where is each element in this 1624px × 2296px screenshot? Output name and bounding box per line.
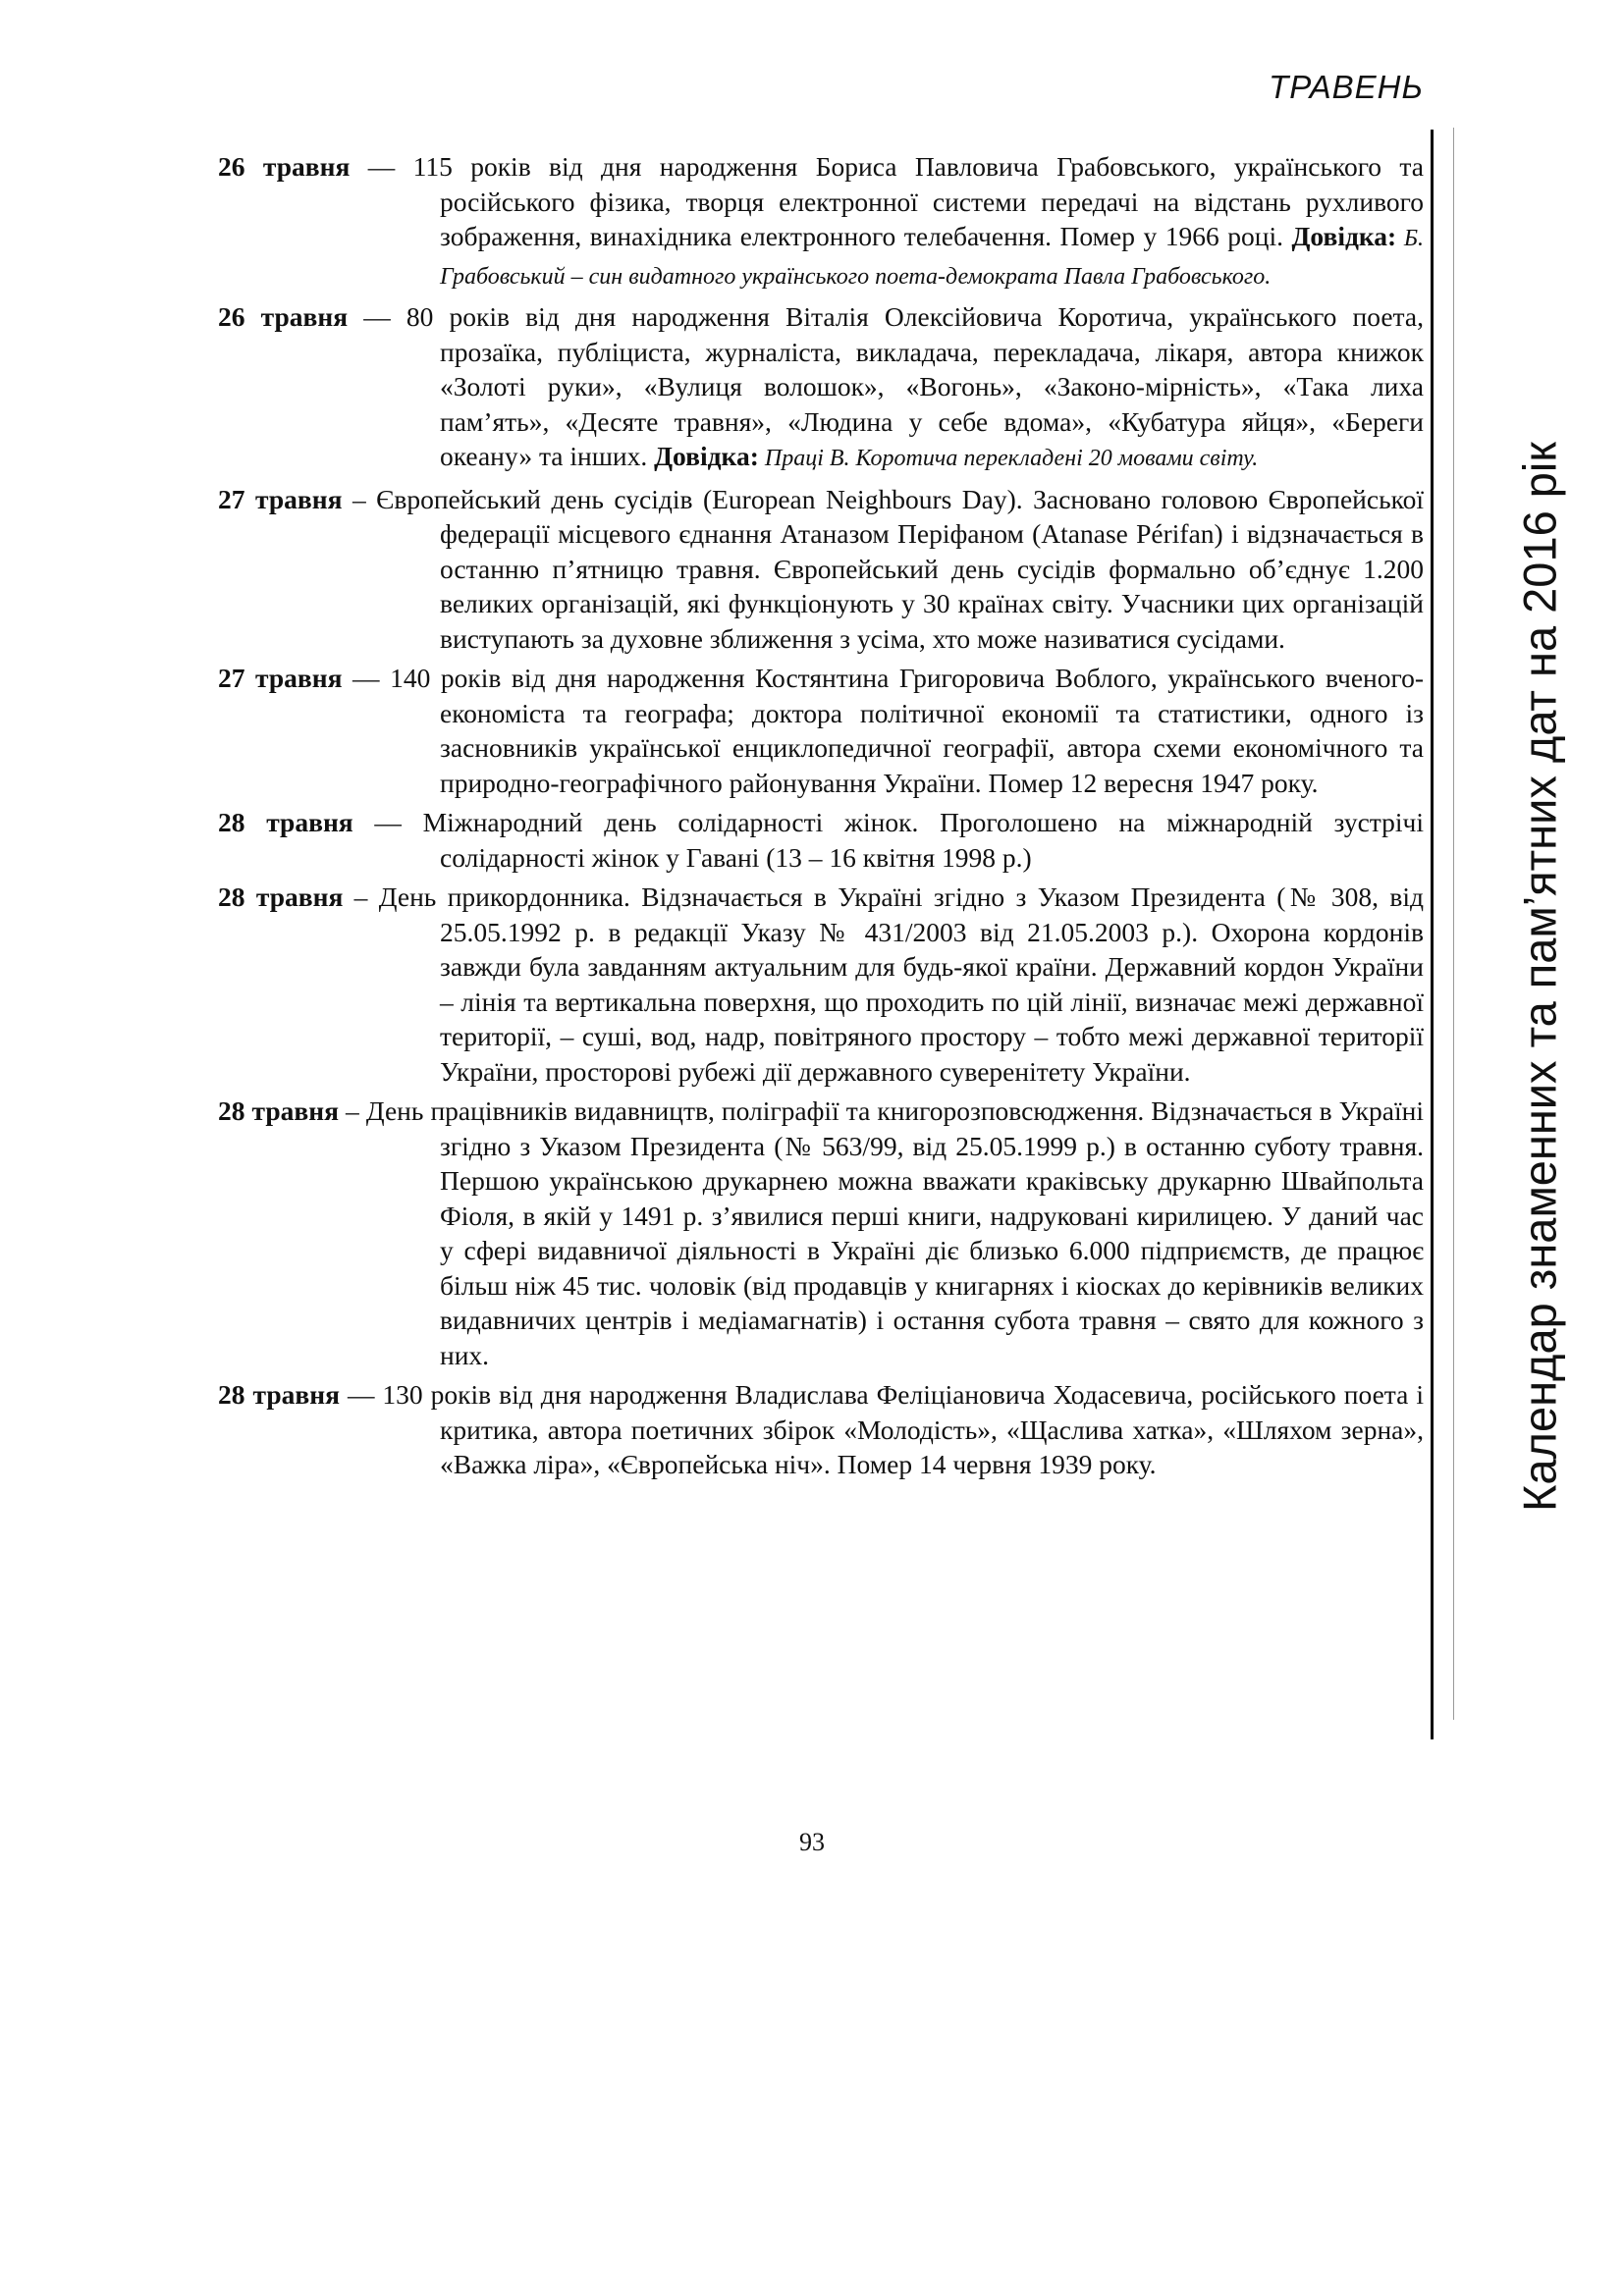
entry-text: — 80 років від дня народження Віталія Олексійовича Коротича, українського поета, прозаїка, публіциста, журналіста, викладача, перекладача, лікаря, автора книжок «Золоті руки», «Вулиця волошок», «Вогонь», «Законо-мірність», «Така лиха пам’ять», «Десяте травня», «Людина у себе вдома», «Кубатура яйця», «Береги океану» та інших. bbox=[348, 301, 1424, 471]
entry-text: — 115 років від дня народження Бориса Павловича Грабовського, українського та російського фізика, творця електронної системи передачі на відстань рухливого зображення, винахідника електронного телебачення. Помер у 1966 році. bbox=[350, 151, 1424, 251]
note-text: Б. Грабовський – син видатного українського поета-демократа Павла Грабовського. bbox=[440, 226, 1424, 290]
entry-text: – Європейський день сусідів (European Neighbours Day). Засновано головою Європейської федерації місцевого єднання Атаназом Періфаном (Atanase Périfan) і відзначається в останню п’ятницю травня. Європейський день сусідів формально об’єднує 1.200 великих організацій, які функціонують у 30 країнах світу. Учасники цих організацій виступають за духовне зближення з усіма, хто може називатися сусідами. bbox=[342, 483, 1424, 654]
entry-date: 27 травня bbox=[218, 663, 343, 693]
entry bbox=[218, 1094, 1424, 1372]
entry-date: 26 травня bbox=[218, 301, 349, 332]
entry-date: 28 травня bbox=[218, 1095, 340, 1126]
entry bbox=[218, 482, 1424, 657]
page-header: ТРАВЕНЬ bbox=[1269, 69, 1424, 105]
note-text: Праці В. Коротича перекладені 20 мовами світу. bbox=[758, 446, 1259, 471]
vertical-rule bbox=[1431, 130, 1434, 1739]
entry bbox=[218, 1377, 1424, 1482]
side-title: Календар знаменних та пам’ятних дат на 2016 рік bbox=[1513, 442, 1566, 1512]
entry-date: 26 травня bbox=[218, 151, 351, 182]
entry-text: — 130 років від дня народження Владислава Феліціановича Ходасевича, російського поета і критика, автора поетичних збірок «Молодість», «Щаслива хатка», «Шляхом зерна», «Важка ліра», «Європейська ніч». Помер 14 червня 1939 року. bbox=[339, 1379, 1424, 1479]
vertical-rule-thin bbox=[1453, 128, 1454, 1720]
note-label: Довідка: bbox=[654, 441, 759, 471]
entry-text: — Міжнародний день солідарності жінок. Проголошено на міжнародній зустрічі солідарності жінок у Гавані (13 – 16 квітня 1998 р.) bbox=[352, 807, 1424, 873]
entry bbox=[218, 805, 1424, 875]
entry-text: – День працівників видавництв, поліграфії та книгорозповсюдження. Відзначається в Україні згідно з Указом Президента (№ 563/99, від 25.05.1999 р.) в останню суботу травня. Першою українською друкарнею можна вважати краківську друкарню Швайпольта Фіоля, в якій у 1491 р. з’явилися перші книги, надруковані кирилицею. У даний час у сфері видавничої діяльності в Україні діє близько 6.000 підприємств, де працює більш ніж 45 тис. чоловік (від продавців у книгарнях і кіосках до керівників великих видавничих центрів і медіамагнатів) і остання субота травня – свято для кожного з них. bbox=[339, 1095, 1424, 1370]
entry bbox=[218, 299, 1424, 477]
entry bbox=[218, 880, 1424, 1089]
calendar-entries bbox=[218, 149, 1424, 1487]
entry-text: – День прикордонника. Відзначається в Україні згідно з Указом Президента (№ 308, від 25.05.1992 р. в редакції Указу № 431/2003 від 21.05.2003 р.). Охорона кордонів завжди була завданням актуальним для будь-якої країни. Державний кордон України – лінія та вертикальна поверхня, що проходить по цій лінії, визначає межі державної території, – суші, вод, надр, повітряного простору – тобто межі державної території України, просторові рубежі дії державного суверенітету України. bbox=[343, 881, 1425, 1087]
entry-text: — 140 років від дня народження Костянтина Григоровича Воблого, українського вченого-економіста та географа; доктора політичної економії та статистики, одного із засновників української енциклопедичної географії, автора схеми економічного та природно-географічного районування України. Помер 12 вересня 1947 року. bbox=[342, 663, 1425, 798]
entry bbox=[218, 661, 1424, 800]
entry-date: 28 травня bbox=[218, 807, 353, 837]
entry bbox=[218, 149, 1424, 294]
entry-date: 28 травня bbox=[218, 1379, 340, 1410]
page-number: 93 bbox=[799, 1828, 825, 1856]
entry-date: 27 травня bbox=[218, 483, 343, 514]
entry-date: 28 травня bbox=[218, 881, 344, 912]
note-label: Довідка: bbox=[1291, 221, 1397, 251]
